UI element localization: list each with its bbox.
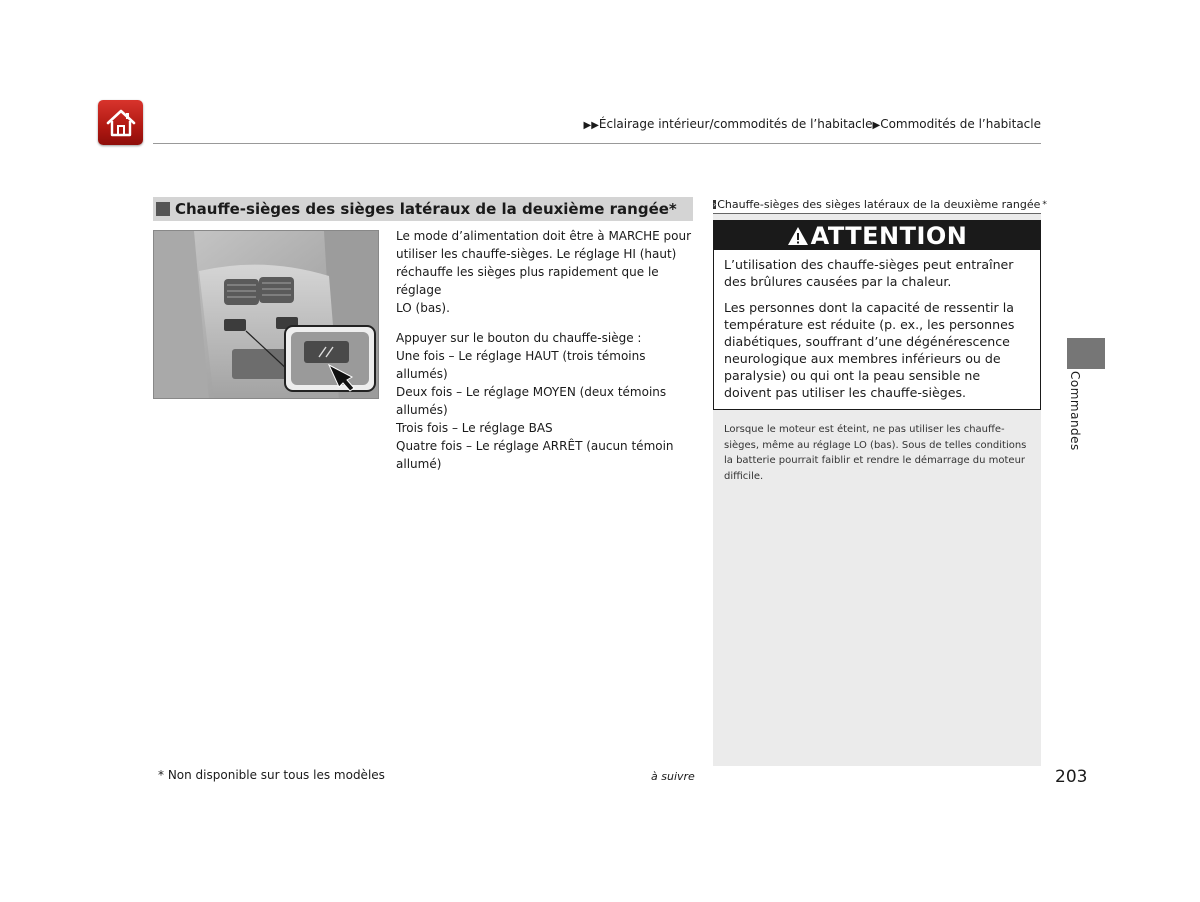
breadcrumb-arrow-icon: ▶ — [872, 120, 881, 131]
reference-arrow-icon: › — [713, 200, 717, 209]
section-heading-asterisk: * — [668, 200, 677, 218]
note-line: Lorsque le moteur est éteint, ne pas utiliser les chauffe- — [724, 424, 1005, 435]
step-line: Trois fois – Le réglage BAS — [396, 421, 553, 435]
breadcrumb-arrow-icon: ▶▶ — [583, 120, 599, 131]
sidebar-reference-title: Chauffe-sièges des sièges latéraux de la deuxième rangée — [717, 198, 1041, 211]
breadcrumb-link-eclairage[interactable]: Éclairage intérieur/commodités de l’habitacle — [598, 117, 873, 131]
note-line: sièges, même au réglage LO (bas). Sous de telles conditions — [724, 439, 1027, 451]
text-line: utiliser les chauffe-sièges. Le réglage HI (haut) — [396, 247, 677, 261]
section-heading-text: Chauffe-sièges des sièges latéraux de la deuxième rangée — [175, 200, 669, 218]
text-line: LO (bas). — [396, 301, 450, 315]
continued-indicator: à suivre — [651, 770, 695, 783]
footnote: * Non disponible sur tous les modèles — [158, 768, 385, 782]
breadcrumb — [584, 117, 1041, 131]
step-line: allumés) — [396, 403, 448, 417]
attention-paragraph: L’utilisation des chauffe-sièges peut entraîner des brûlures causées par la chaleur. — [724, 257, 1014, 289]
attention-header — [714, 221, 1040, 250]
seat-heater-photo — [153, 230, 379, 399]
main-body-text — [396, 227, 696, 485]
instruction-line: Appuyer sur le bouton du chauffe-siège : — [396, 331, 642, 345]
header-divider — [153, 143, 1041, 144]
sidebar-reference-asterisk: * — [1042, 199, 1047, 210]
note-line: difficile. — [724, 470, 764, 482]
text-line: réchauffe les sièges plus rapidement que le réglage — [396, 265, 659, 297]
chapter-tab-label[interactable]: Commandes — [1068, 371, 1082, 451]
attention-paragraph: Les personnes dont la capacité de ressentir la température est réduite (p. ex., les personnes diabétiques, souffrant d’une dégénérescence neurologique aux membres inférieurs ou de paralysie) ou qui ont la peau sensible ne doivent pas utiliser les chauffe-sièges. — [724, 300, 1015, 400]
section-heading — [153, 197, 693, 221]
step-line: Deux fois – Le réglage MOYEN (deux témoins — [396, 385, 667, 399]
step-line: Quatre fois – Le réglage ARRÊT (aucun témoin — [396, 439, 674, 453]
attention-body — [714, 250, 1040, 401]
breadcrumb-link-commodites[interactable]: Commodités de l’habitacle — [880, 117, 1041, 131]
sidebar-note — [724, 422, 1034, 484]
attention-warning-box — [713, 220, 1041, 410]
step-line: Une fois – Le réglage HAUT (trois témoins allumés) — [396, 349, 646, 381]
text-line: Le mode d’alimentation doit être à MARCHE pour — [396, 229, 692, 243]
warning-triangle-icon — [787, 226, 809, 246]
intro-paragraph — [396, 227, 696, 317]
steps-paragraph — [396, 329, 696, 473]
home-icon — [104, 107, 138, 139]
attention-title-text: ATTENTION — [810, 221, 968, 250]
note-line: la batterie pourrait faiblir et rendre le démarrage du moteur — [724, 455, 1026, 466]
step-line: allumé) — [396, 457, 442, 471]
sidebar-reference-header — [713, 196, 1047, 214]
page-number: 203 — [1055, 767, 1088, 787]
home-button[interactable] — [98, 100, 143, 145]
heading-marker-icon — [156, 202, 170, 216]
chapter-tab-marker[interactable] — [1067, 338, 1105, 369]
